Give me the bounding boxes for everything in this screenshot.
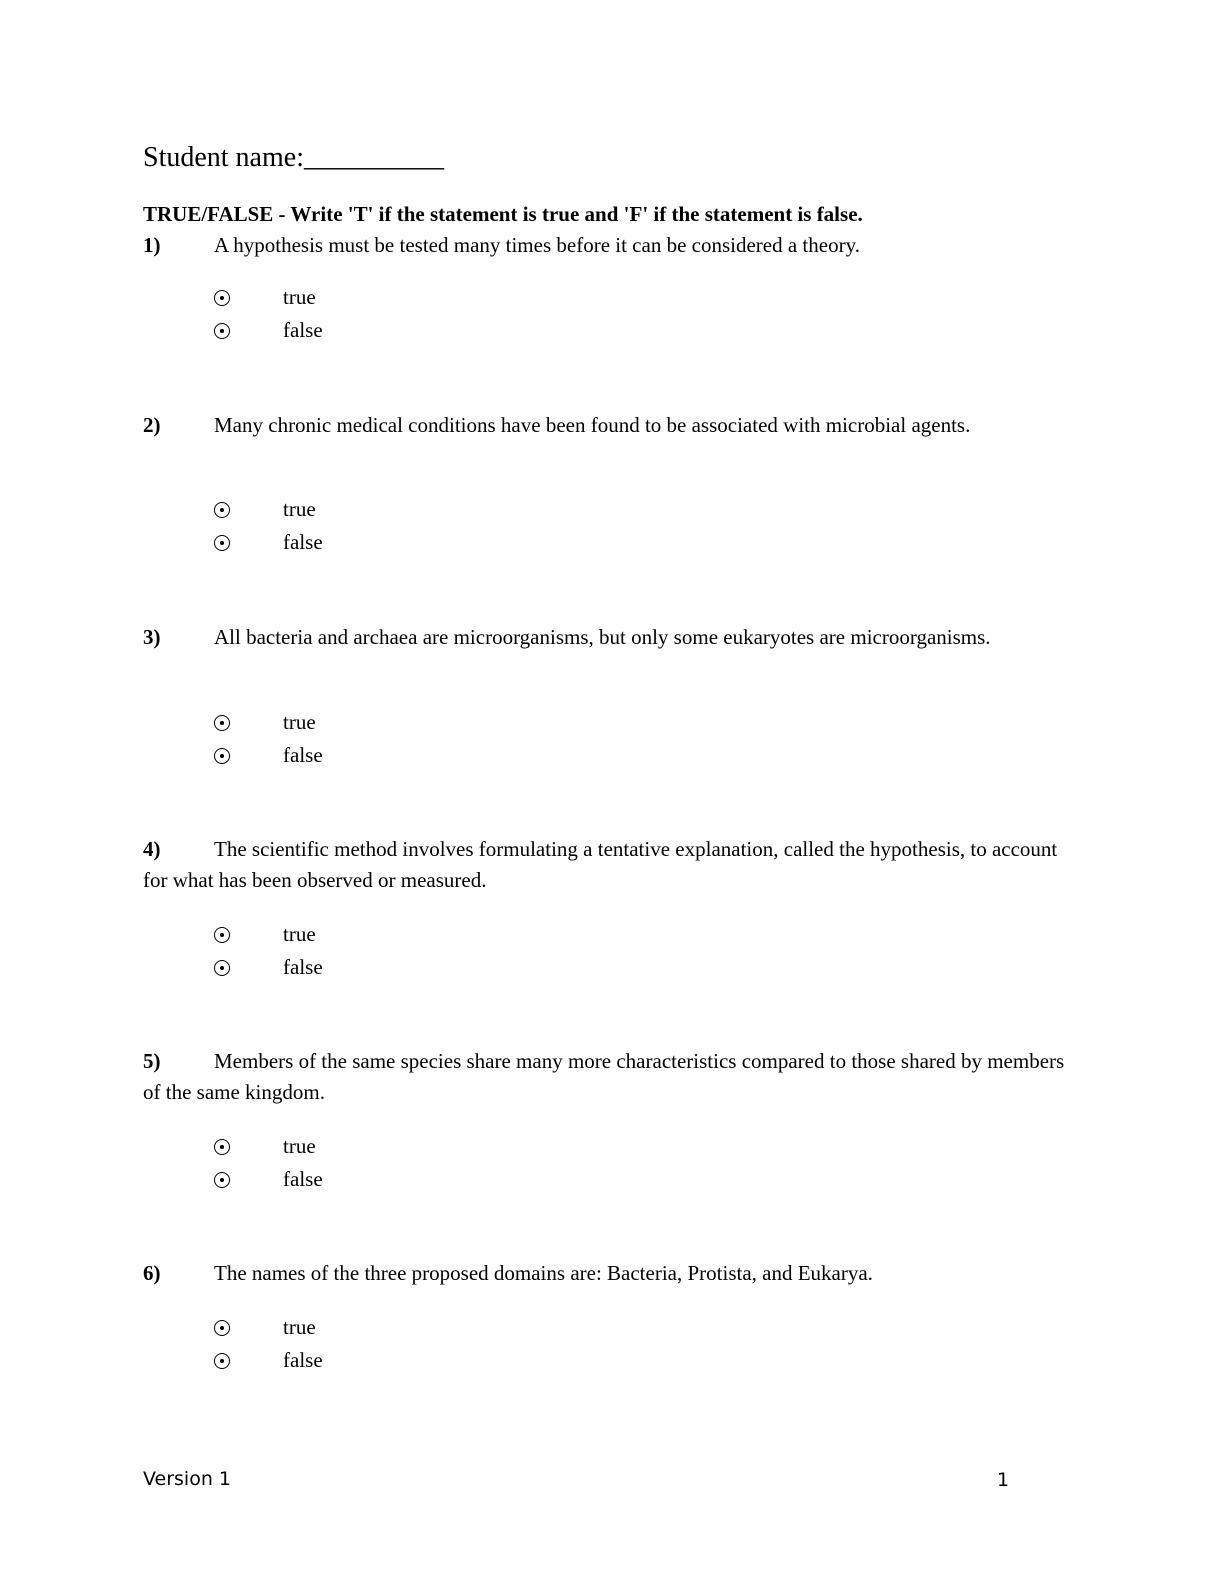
question-number: 1) [143, 233, 161, 257]
radio-button-icon[interactable] [214, 1172, 230, 1188]
question-text: Many chronic medical conditions have been found to be associated with microbial agents. [214, 413, 971, 437]
radio-button-icon[interactable] [214, 290, 230, 306]
option-true[interactable] [214, 493, 514, 526]
option-label: false [283, 530, 323, 554]
radio-button-icon[interactable] [214, 715, 230, 731]
option-label: true [283, 285, 316, 309]
question-number: 6) [143, 1261, 161, 1285]
student-name-field: Student name:__________ [143, 142, 444, 173]
question-text: All bacteria and archaea are microorganisms, but only some eukaryotes are microorganisms. [214, 625, 991, 649]
option-true[interactable] [214, 281, 514, 314]
question-4 [143, 834, 1083, 896]
question-6 [143, 1258, 1083, 1289]
options-group-6 [214, 1311, 514, 1377]
question-number: 4) [143, 837, 161, 861]
option-true[interactable] [214, 1311, 514, 1344]
version-label: Version 1 [143, 1468, 231, 1490]
option-false[interactable] [214, 314, 514, 347]
option-false[interactable] [214, 526, 514, 559]
option-label: false [283, 955, 323, 979]
option-label: false [283, 743, 323, 767]
option-label: false [283, 318, 323, 342]
question-text: Members of the same species share many more characteristics compared to those shared by members of the same kingdom. [143, 1049, 1065, 1104]
options-group-1 [214, 281, 514, 347]
question-2 [143, 410, 1083, 441]
option-label: true [283, 710, 316, 734]
radio-button-icon[interactable] [214, 1320, 230, 1336]
option-label: true [283, 1134, 316, 1158]
radio-button-icon[interactable] [214, 748, 230, 764]
radio-button-icon[interactable] [214, 960, 230, 976]
radio-button-icon[interactable] [214, 535, 230, 551]
question-5 [143, 1046, 1083, 1108]
option-false[interactable] [214, 1163, 514, 1196]
options-group-2 [214, 493, 514, 559]
option-true[interactable] [214, 1130, 514, 1163]
option-label: true [283, 497, 316, 521]
question-text: The scientific method involves formulating a tentative explanation, called the hypothesis, to account for what has been observed or measured. [143, 837, 1058, 892]
option-false[interactable] [214, 951, 514, 984]
question-text: A hypothesis must be tested many times before it can be considered a theory. [214, 233, 860, 257]
option-label: false [283, 1348, 323, 1372]
option-false[interactable] [214, 1344, 514, 1377]
question-number: 3) [143, 625, 161, 649]
option-true[interactable] [214, 918, 514, 951]
option-true[interactable] [214, 706, 514, 739]
radio-button-icon[interactable] [214, 927, 230, 943]
options-group-4 [214, 918, 514, 984]
question-number: 5) [143, 1049, 161, 1073]
option-label: true [283, 922, 316, 946]
question-number: 2) [143, 413, 161, 437]
page-number: 1 [997, 1469, 1010, 1491]
radio-button-icon[interactable] [214, 1353, 230, 1369]
question-3 [143, 622, 1083, 653]
radio-button-icon[interactable] [214, 1139, 230, 1155]
radio-button-icon[interactable] [214, 502, 230, 518]
instructions-heading: TRUE/FALSE - Write 'T' if the statement is true and 'F' if the statement is false. [143, 202, 863, 226]
question-text: The names of the three proposed domains are: Bacteria, Protista, and Eukarya. [214, 1261, 873, 1285]
options-group-3 [214, 706, 514, 772]
option-false[interactable] [214, 739, 514, 772]
question-1 [143, 230, 1083, 261]
options-group-5 [214, 1130, 514, 1196]
option-label: true [283, 1315, 316, 1339]
option-label: false [283, 1167, 323, 1191]
radio-button-icon[interactable] [214, 323, 230, 339]
